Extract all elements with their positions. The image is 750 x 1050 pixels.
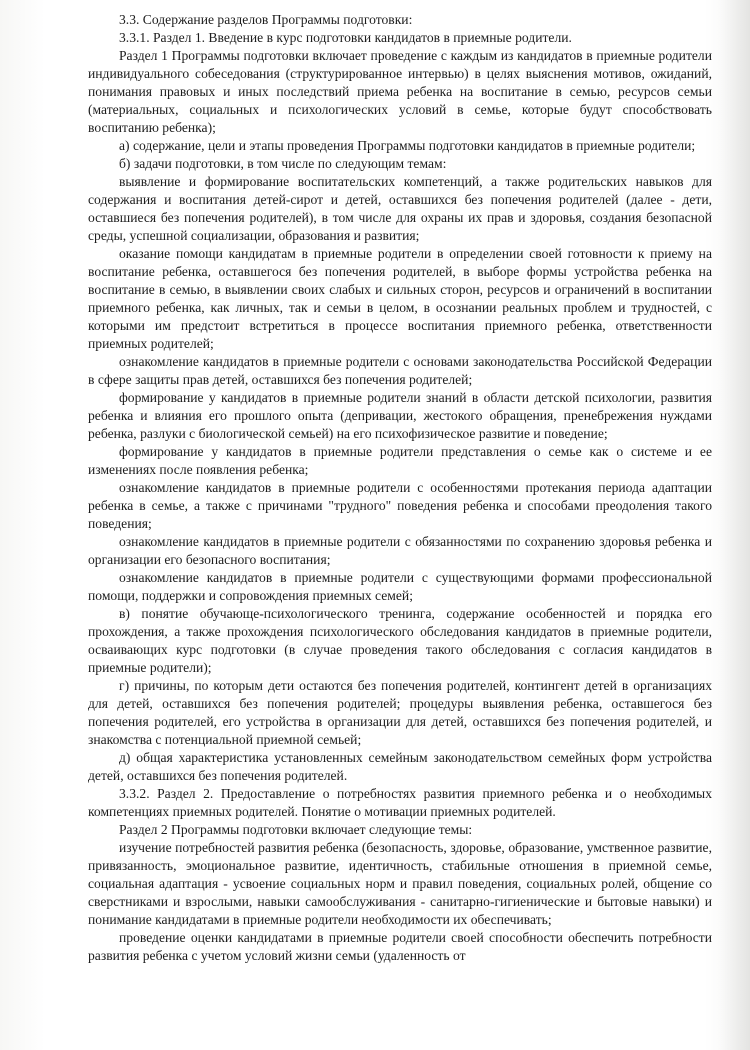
paragraph: в) понятие обучающе-психологического тренинга, содержание особенностей и порядка его прохождения, а также прохождения психологического обследования кандидатов в приемные родители, осваивающих курс подготовки (в случае проведения такого обследования с согласия кандидатов в приемные родители); (88, 606, 712, 675)
paragraph: ознакомление кандидатов в приемные родители с особенностями протекания периода адаптации ребенка в семье, а также с причинами "трудного" поведения ребенка и способами преодоления такого поведения; (88, 480, 712, 531)
paragraph: проведение оценки кандидатами в приемные родители своей способности обеспечить потребности развития ребенка с учетом условий жизни семьи (удаленность от (88, 930, 712, 963)
paragraph: д) общая характеристика установленных семейным законодательством семейных форм устройства детей, оставшихся без попечения родителей. (88, 750, 712, 783)
paragraph: б) задачи подготовки, в том числе по следующим темам: (119, 156, 447, 171)
page-edge-shadow (720, 0, 750, 1050)
paragraph: а) содержание, цели и этапы проведения Программы подготовки кандидатов в приемные родители; (119, 138, 696, 153)
section-heading: 3.3. Содержание разделов Программы подготовки: (119, 12, 413, 27)
paragraph: Раздел 1 Программы подготовки включает проведение с каждым из кандидатов в приемные родители индивидуального собеседования (структурированное интервью) в целях выяснения мотивов, ожиданий, понимания правовых и иных последствий приема ребенка на воспитание в семью, ресурсов семьи (материальных, социальных и психологических условий в семье, которые будут способствовать воспитанию ребенка); (88, 48, 712, 135)
paragraph: изучение потребностей развития ребенка (безопасность, здоровье, образование, умственное развитие, привязанность, эмоциональное развитие, идентичность, стабильные отношения в приемной семье, социальная адаптация - усвоение социальных норм и правил поведения, социальных ролей, общение со сверстниками и взрослыми, навыки самообслуживания - санитарно-гигиенические и бытовые навыки) и понимание кандидатами в приемные родители необходимости их обеспечивать; (88, 840, 712, 927)
subsection-2-heading: 3.3.2. Раздел 2. Предоставление о потребностях развития приемного ребенка и о необходимых компетенциях приемных родителей. Понятие о мотивации приемных родителей. (88, 786, 712, 819)
subsection-1-heading: 3.3.1. Раздел 1. Введение в курс подготовки кандидатов в приемные родители. (119, 30, 572, 45)
paragraph: формирование у кандидатов в приемные родители представления о семье как о системе и ее изменениях после появления ребенка; (88, 444, 712, 477)
paragraph: г) причины, по которым дети остаются без попечения родителей, контингент детей в организациях для детей, оставшихся без попечения родителей; процедуры выявления ребенка, оставшегося без попечения родителей, его устройства в организации для детей, оставшихся без попечения родителей, и знакомства с потенциальной приемной семьей; (88, 678, 712, 747)
paragraph: ознакомление кандидатов в приемные родители с основами законодательства Российской Федерации в сфере защиты прав детей, оставшихся без попечения родителей; (88, 354, 712, 387)
paragraph: формирование у кандидатов в приемные родители знаний в области детской психологии, развития ребенка и влияния его прошлого опыта (депривации, жестокого обращения, пренебрежения нуждами ребенка, разлуки с биологической семьей) на его психофизическое развитие и поведение; (88, 390, 712, 441)
document-text (88, 11, 712, 965)
paragraph: выявление и формирование воспитательских компетенций, а также родительских навыков для содержания и воспитания детей-сирот и детей, оставшихся без попечения родителей (далее - дети, оставшиеся без попечения родителей), в том числе для охраны их прав и здоровья, создания безопасной среды, успешной социализации, образования и развития; (88, 174, 712, 243)
paragraph: ознакомление кандидатов в приемные родители с обязанностями по сохранению здоровья ребенка и организации его безопасного воспитания; (88, 534, 712, 567)
paragraph: оказание помощи кандидатам в приемные родители в определении своей готовности к приему на воспитание ребенка, оставшегося без попечения родителей, в выборе формы устройства ребенка на воспитание в семью, в выявлении своих слабых и сильных сторон, ресурсов и ограничений в воспитании приемного ребенка, как личных, так и семьи в целом, в осознании реальных проблем и трудностей, с которыми им предстоит встретиться в процессе воспитания приемного ребенка, ответственности приемных родителей; (88, 246, 712, 351)
paragraph: ознакомление кандидатов в приемные родители с существующими формами профессиональной помощи, поддержки и сопровождения приемных семей; (88, 570, 712, 603)
paragraph: Раздел 2 Программы подготовки включает следующие темы: (119, 822, 473, 837)
